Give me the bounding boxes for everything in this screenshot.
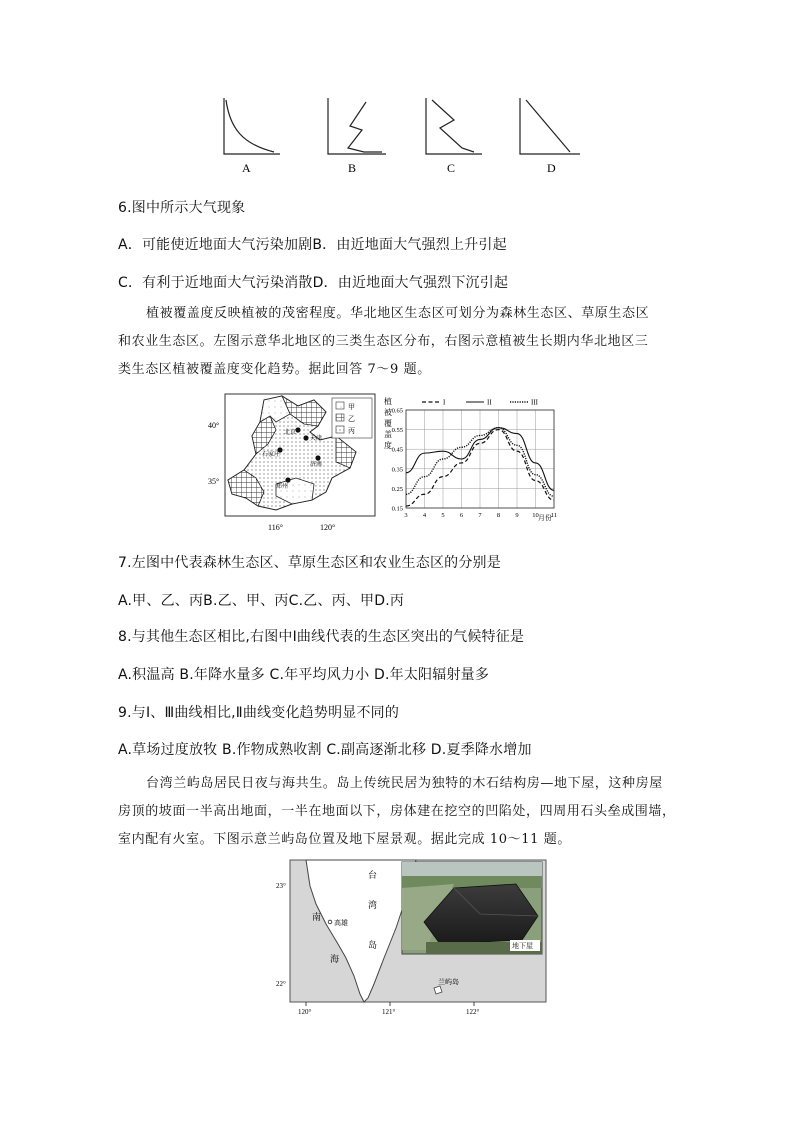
passage-lanyu-line1: 台湾兰屿岛居民日夜与海共生。岛上传统民居为独特的木石结构房—地下屋，这种房屋: [146, 776, 663, 791]
chart-legend-label: III: [531, 398, 538, 407]
north-china-ecozone-map: [206, 392, 378, 534]
option-label-c: C: [447, 161, 456, 175]
chart-ytick-label: 0.45: [391, 446, 403, 454]
q8-options: A.积温高 B.年降水量多 C.年平均风力小 D.年太阳辐射量多: [118, 667, 490, 683]
graph-b: [328, 98, 386, 154]
chart-ylabel-char: 被: [384, 408, 392, 417]
lon-label-120: 120°: [320, 523, 336, 532]
q6-options-line2: C．有利于近地面大气污染消散D．由近地面大气强烈下沉引起: [118, 275, 509, 291]
chart-legend: [422, 399, 539, 407]
chart-ylabel-char: 盖: [384, 430, 392, 439]
photo-caption: 地下屋: [512, 942, 533, 950]
chart-ylabel: [384, 396, 392, 450]
chart-ylabel-char: 度: [384, 441, 392, 450]
city-label-beijing: 北京: [284, 430, 297, 436]
underground-house-photo: [402, 862, 542, 954]
chart-ytick-label: 0.55: [391, 427, 403, 435]
chart-xtick-label: 3: [404, 512, 408, 519]
option-label-d: D: [547, 161, 556, 175]
lon-label-122: 122°: [466, 1008, 480, 1016]
passage-vegetation-line1: 植被覆盖度反映植被的茂密程度。华北地区生态区可划分为森林生态区、草原生态区: [146, 306, 650, 321]
chart-ytick-label: 0.25: [391, 485, 403, 493]
lon-label-120: 120°: [298, 1008, 312, 1016]
chart-xtick-label: 9: [515, 512, 519, 519]
passage-vegetation-line3: 类生态区植被覆盖度变化趋势。据此回答 7～9 题。: [118, 362, 431, 377]
lat-label-22: 22°: [276, 980, 286, 988]
chart-legend-label: I: [443, 398, 446, 407]
vegetation-coverage-chart: [378, 392, 564, 526]
passage-lanyu: [118, 770, 680, 854]
q7-options: A.甲、乙、丙B.乙、甲、丙C.乙、丙、甲D.丙: [118, 593, 405, 609]
city-label-zhengzhou: 郑州: [276, 484, 289, 490]
option-label-b: B: [348, 161, 357, 175]
chart-xtick-label: 8: [496, 512, 501, 519]
chart-ytick-label: 0.15: [391, 505, 403, 513]
legend-bing: 丙: [348, 427, 355, 435]
q6-options-line1: A．可能使近地面大气污染加剧B．由近地面大气强烈上升引起: [118, 237, 507, 253]
q7-stem: 7.左图中代表森林生态区、草原生态区和农业生态区的分别是: [118, 555, 501, 571]
sea-char-hai: 海: [330, 954, 340, 964]
graph-d: [520, 98, 580, 154]
chart-xtick-label: 4: [422, 512, 427, 519]
chart-legend-label: II: [487, 398, 492, 407]
lanyu-location-map: [276, 858, 548, 1020]
q9-stem: 9.与Ⅰ、Ⅲ曲线相比,Ⅱ曲线变化趋势明显不同的: [118, 705, 400, 721]
chart-ylabel-text: [384, 396, 392, 450]
city-label-tianjin: 天津: [310, 436, 323, 442]
q6-stem: 6.图中所示大气现象: [118, 200, 246, 216]
lon-label-116: 116°: [268, 523, 283, 532]
chart-xtick-label: 10: [532, 512, 539, 519]
chart-ytick-label: 0.65: [391, 407, 403, 415]
lat-label-23: 23°: [276, 882, 286, 890]
city-label-kaohsiung: 高雄: [334, 919, 348, 927]
passage-vegetation: [118, 300, 680, 384]
chart-ytick-label: 0.35: [391, 466, 403, 474]
passage-lanyu-line3: 室内配有火室。下图示意兰屿岛位置及地下屋景观。据此完成 10～11 题。: [118, 832, 571, 847]
chart-ylabel-char: 植: [384, 397, 392, 406]
passage-lanyu-line2: 房顶的坡面一半高出地面，一半在地面以下，房体建在挖空的凹陷处，四周用石头垒成围墙，: [118, 804, 676, 819]
lat-label-35: 35°: [208, 477, 220, 486]
chart-xtick-label: 11: [550, 512, 558, 519]
legend-jia: 甲: [348, 403, 355, 411]
lanyu-island: [434, 986, 442, 994]
chart-ylabel-char: 覆: [384, 419, 392, 428]
graph-c: [426, 98, 482, 154]
lon-label-121: 121°: [382, 1008, 396, 1016]
city-label-jinan: 济南: [310, 462, 323, 468]
lat-label-40: 40°: [208, 421, 220, 430]
legend-yi: 乙: [348, 415, 355, 423]
chart-xtick-label: 6: [459, 512, 464, 519]
passage-vegetation-line2: 和农业生态区。左图示意华北地区的三类生态区分布，右图示意植被生长期内华北地区三: [118, 334, 649, 349]
graph-a: [224, 98, 280, 154]
city-label-shijiazhuang: 石家庄: [262, 452, 281, 458]
chart-xtick-label: 7: [478, 512, 482, 519]
island-char-tai: 台: [368, 870, 378, 880]
island-char-wan: 湾: [368, 900, 378, 910]
sea-char-nan: 南: [312, 912, 322, 922]
island-char-dao: 岛: [368, 940, 378, 950]
q5-option-graphs: [200, 92, 600, 178]
q9-options: A.草场过度放牧 B.作物成熟收割 C.副高逐渐北移 D.夏季降水增加: [118, 742, 532, 758]
island-label-lanyu: 兰屿岛: [438, 978, 459, 986]
map-legend: [332, 398, 372, 438]
chart-xtick-label: 5: [441, 512, 445, 519]
q8-stem: 8.与其他生态区相比,右图中Ⅰ曲线代表的生态区突出的气候特征是: [118, 629, 525, 645]
chart-xlabel: 月份: [538, 514, 552, 522]
option-label-a: A: [242, 161, 251, 175]
chart-ticks: [392, 408, 558, 520]
